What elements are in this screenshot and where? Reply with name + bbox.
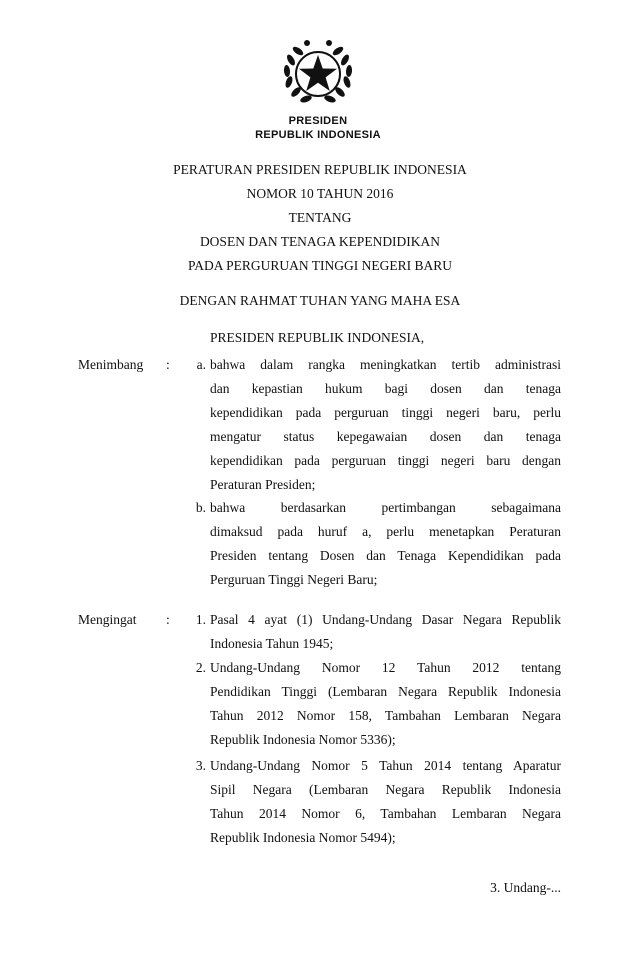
text-line: Tahun 2014 Nomor 6, Tambahan Lembaran Negara (210, 806, 561, 821)
menimbang-item-b-marker: b. (195, 500, 206, 515)
mengingat-item-3 (210, 758, 561, 854)
emblem-caption-republik-indonesia: REPUBLIK INDONESIA (255, 129, 381, 141)
regulation-tentang: TENTANG (288, 210, 352, 225)
menimbang-colon: : (166, 357, 170, 372)
text-line: Republik Indonesia Nomor 5336); (210, 732, 396, 747)
text-line: Pasal 4 ayat (1) Undang-Undang Dasar Negara Republik (210, 612, 561, 627)
text-line: Perguruan Tinggi Negeri Baru; (210, 572, 378, 587)
invocation: DENGAN RAHMAT TUHAN YANG MAHA ESA (179, 293, 461, 308)
mengingat-label: Mengingat (78, 612, 137, 627)
mengingat-item-2 (210, 660, 561, 756)
regulation-number: NOMOR 10 TAHUN 2016 (246, 186, 394, 201)
text-line: Pendidikan Tinggi (Lembaran Negara Republik Indonesia (210, 684, 561, 699)
regulation-title: PERATURAN PRESIDEN REPUBLIK INDONESIA (173, 162, 467, 177)
text-line: Republik Indonesia Nomor 5494); (210, 830, 396, 845)
text-line: Peraturan Presiden; (210, 477, 316, 492)
menimbang-item-a (210, 357, 561, 501)
next-page-continuation: 3. Undang-... (490, 880, 561, 895)
regulation-subject-line2: PADA PERGURUAN TINGGI NEGERI BARU (187, 258, 453, 273)
presidential-emblem (277, 30, 359, 112)
text-line: bahwa dalam rangka meningkatkan tertib administrasi (210, 357, 561, 372)
text-line: kependidikan pada perguruan tinggi negeri baru, perlu (210, 405, 561, 420)
text-line: Indonesia Tahun 1945; (210, 636, 334, 651)
text-line: mengatur status kepegawaian dosen dan tenaga (210, 429, 561, 444)
emblem-caption-presiden: PRESIDEN (288, 115, 348, 127)
menimbang-item-b (210, 500, 561, 596)
text-line: Presiden tentang Dosen dan Tenaga Kependidikan pada (210, 548, 561, 563)
text-line: dimaksud pada huruf a, perlu menetapkan Peraturan (210, 524, 561, 539)
text-line: Undang-Undang Nomor 12 Tahun 2012 tentang (210, 660, 561, 675)
garuda-star-wreath-emblem-icon (277, 30, 359, 112)
mengingat-colon: : (166, 612, 170, 627)
regulation-subject-line1: DOSEN DAN TENAGA KEPENDIDIKAN (199, 234, 441, 249)
text-line: Tahun 2012 Nomor 158, Tambahan Lembaran Negara (210, 708, 561, 723)
mengingat-item-3-marker: 3. (195, 758, 206, 773)
mengingat-item-1-marker: 1. (195, 612, 206, 627)
mengingat-item-1 (210, 612, 561, 660)
mengingat-item-2-marker: 2. (195, 660, 206, 675)
text-line: kependidikan pada perguruan tinggi negeri baru dengan (210, 453, 561, 468)
text-line: dan kepastian hukum bagi dosen dan tenaga (210, 381, 561, 396)
text-line: bahwa berdasarkan pertimbangan sebagaimana (210, 500, 561, 515)
text-line: Undang-Undang Nomor 5 Tahun 2014 tentang Aparatur (210, 758, 561, 773)
president-title: PRESIDEN REPUBLIK INDONESIA, (210, 330, 425, 345)
menimbang-item-a-marker: a. (196, 357, 206, 372)
text-line: Sipil Negara (Lembaran Negara Republik Indonesia (210, 782, 561, 797)
menimbang-label: Menimbang (78, 357, 144, 372)
